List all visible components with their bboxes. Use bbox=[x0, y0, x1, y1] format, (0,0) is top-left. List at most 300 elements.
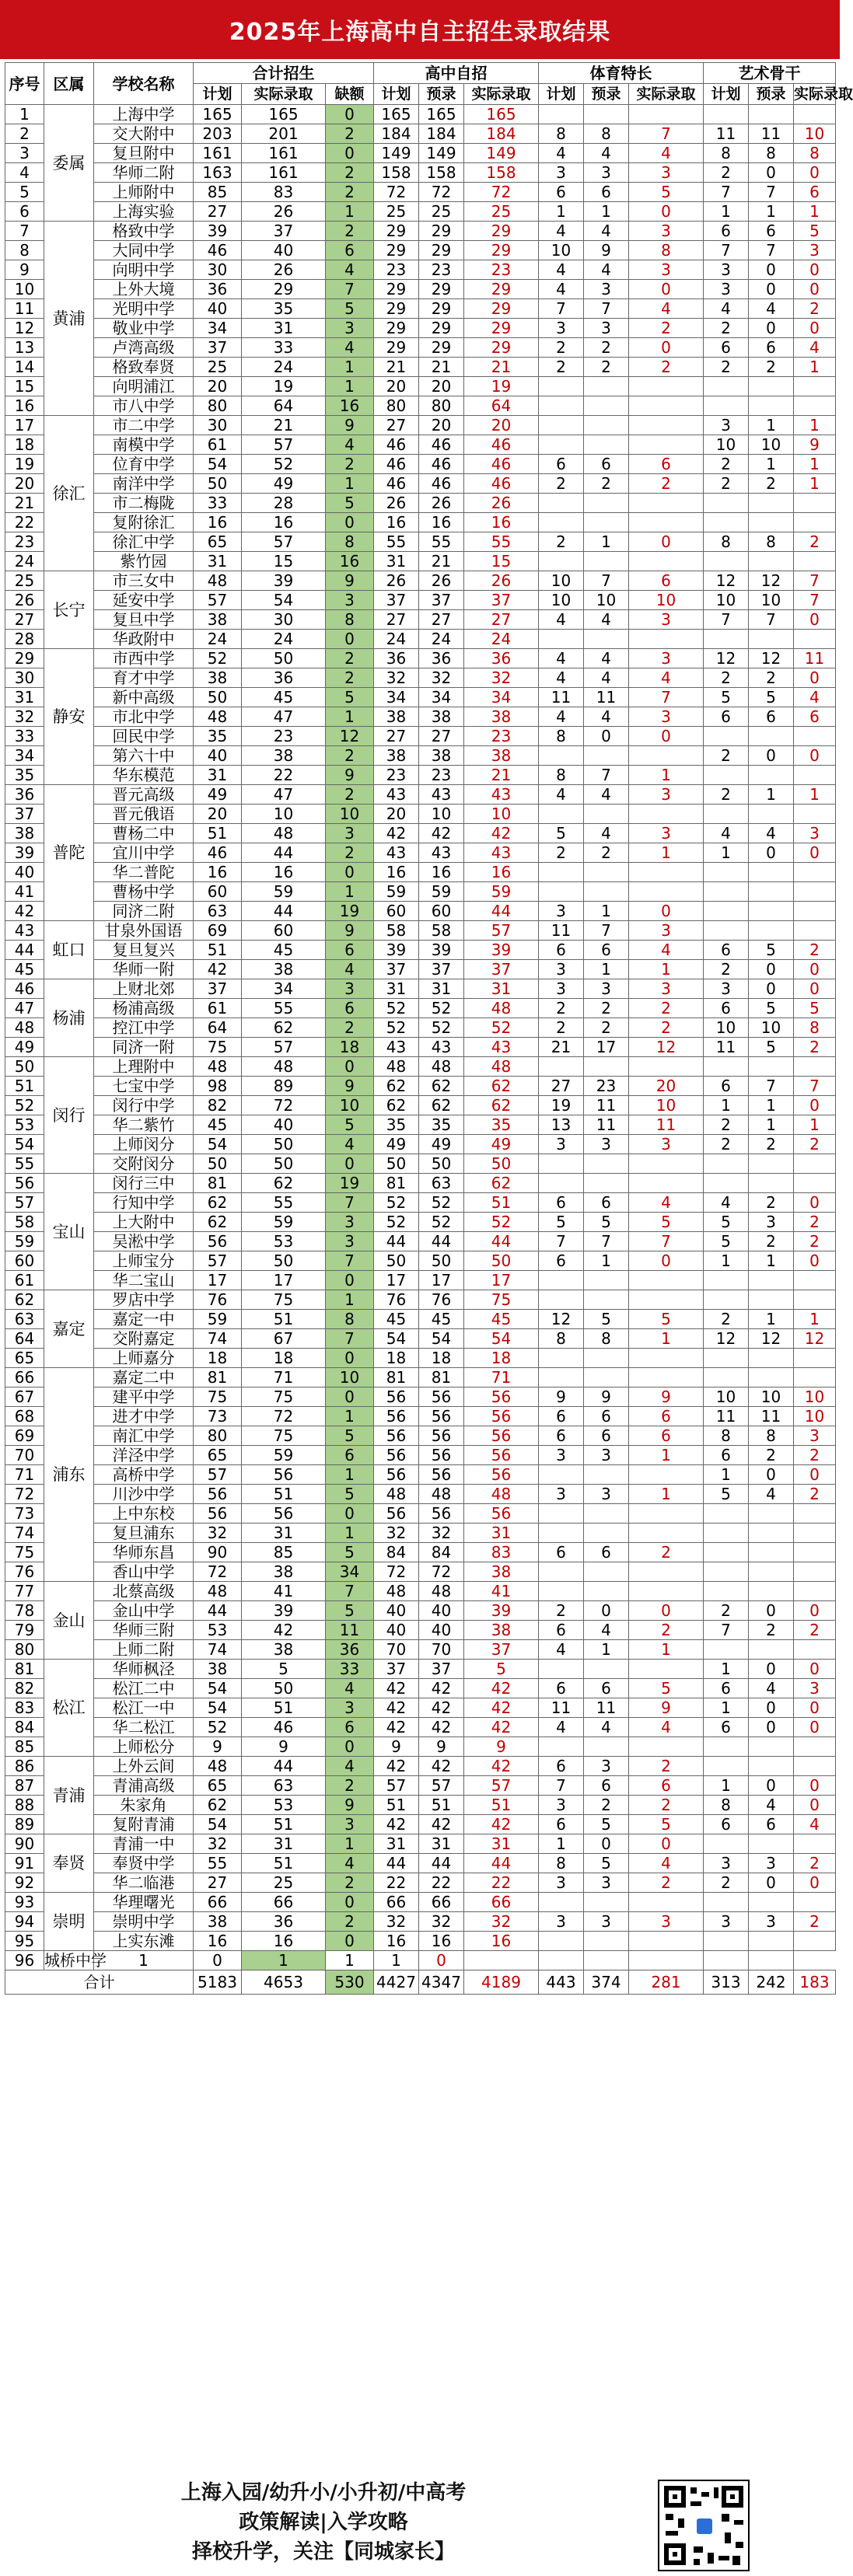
table-cell: 7 bbox=[584, 921, 629, 941]
table-cell: 0 bbox=[749, 960, 794, 979]
table-cell: 7 bbox=[794, 591, 836, 610]
school-name: 朱家角 bbox=[94, 1796, 194, 1815]
table-cell: 0 bbox=[794, 1796, 836, 1815]
table-cell bbox=[539, 105, 584, 124]
table-cell: 12 bbox=[704, 571, 749, 591]
table-cell bbox=[749, 552, 794, 571]
table-cell bbox=[749, 882, 794, 902]
table-cell: 165 bbox=[419, 105, 464, 124]
table-cell: 6 bbox=[584, 1426, 629, 1446]
total-cell: 443 bbox=[539, 1970, 584, 1995]
row-seq: 45 bbox=[5, 960, 44, 979]
school-name: 市北中学 bbox=[94, 707, 194, 727]
table-cell bbox=[629, 1562, 704, 1582]
table-cell: 49 bbox=[242, 474, 326, 494]
table-row bbox=[5, 319, 836, 338]
table-cell: 27 bbox=[539, 1077, 584, 1096]
table-cell: 1 bbox=[704, 1660, 749, 1679]
table-cell: 49 bbox=[419, 1135, 464, 1154]
table-cell: 2 bbox=[539, 532, 584, 552]
table-cell: 42 bbox=[374, 824, 419, 843]
table-cell: 2 bbox=[749, 668, 794, 688]
table-cell: 1 bbox=[242, 1951, 326, 1970]
qr-code-icon bbox=[658, 2480, 750, 2571]
table-cell: 7 bbox=[629, 124, 704, 144]
table-cell: 72 bbox=[419, 1562, 464, 1582]
table-cell: 8 bbox=[629, 241, 704, 260]
table-cell bbox=[794, 805, 836, 824]
table-cell: 50 bbox=[419, 1251, 464, 1271]
school-name: 上外云间 bbox=[94, 1757, 194, 1776]
table-cell: 13 bbox=[539, 1115, 584, 1135]
table-cell: 40 bbox=[242, 241, 326, 260]
table-cell: 33 bbox=[326, 1660, 374, 1679]
table-cell: 6 bbox=[539, 1407, 584, 1426]
table-cell: 0 bbox=[326, 513, 374, 532]
table-cell: 59 bbox=[374, 882, 419, 902]
table-cell: 27 bbox=[194, 1873, 242, 1893]
table-cell: 0 bbox=[629, 1834, 704, 1854]
table-cell: 42 bbox=[419, 1718, 464, 1737]
table-cell: 6 bbox=[704, 1718, 749, 1737]
header-self-pre: 预录 bbox=[419, 84, 464, 105]
table-cell: 0 bbox=[794, 1193, 836, 1213]
admission-table bbox=[5, 62, 853, 1995]
table-cell: 23 bbox=[419, 260, 464, 280]
table-cell: 7 bbox=[326, 280, 374, 299]
table-cell: 11 bbox=[629, 1115, 704, 1135]
table-cell: 32 bbox=[374, 668, 419, 688]
table-cell: 16 bbox=[242, 513, 326, 532]
table-cell: 2 bbox=[749, 1621, 794, 1640]
table-cell: 42 bbox=[419, 1679, 464, 1698]
table-cell: 1 bbox=[584, 1251, 629, 1271]
table-cell: 4 bbox=[584, 260, 629, 280]
table-cell: 11 bbox=[749, 124, 794, 144]
table-cell: 56 bbox=[419, 1465, 464, 1485]
table-cell: 0 bbox=[794, 280, 836, 299]
table-cell: 50 bbox=[242, 1251, 326, 1271]
table-cell: 2 bbox=[629, 1621, 704, 1640]
row-seq: 58 bbox=[5, 1213, 44, 1232]
table-cell: 27 bbox=[419, 727, 464, 746]
row-seq: 16 bbox=[5, 396, 44, 416]
table-row bbox=[5, 1640, 836, 1660]
table-cell: 71 bbox=[242, 1368, 326, 1387]
table-cell: 37 bbox=[374, 591, 419, 610]
table-cell: 6 bbox=[749, 338, 794, 358]
table-cell: 21 bbox=[374, 358, 419, 377]
row-seq: 1 bbox=[5, 105, 44, 124]
table-cell bbox=[584, 1271, 629, 1290]
table-cell: 27 bbox=[464, 610, 539, 630]
table-row bbox=[5, 1621, 836, 1640]
table-cell: 9 bbox=[584, 241, 629, 260]
table-cell: 1 bbox=[629, 1446, 704, 1465]
row-seq: 94 bbox=[5, 1912, 44, 1932]
table-cell: 2 bbox=[629, 358, 704, 377]
table-cell: 46 bbox=[374, 435, 419, 455]
table-cell: 9 bbox=[419, 1737, 464, 1757]
table-cell: 0 bbox=[794, 319, 836, 338]
table-cell: 4 bbox=[584, 649, 629, 668]
table-cell bbox=[584, 435, 629, 455]
table-cell: 6 bbox=[326, 1718, 374, 1737]
table-cell: 52 bbox=[374, 999, 419, 1018]
table-cell: 21 bbox=[419, 358, 464, 377]
table-cell bbox=[794, 1154, 836, 1174]
total-cell: 242 bbox=[749, 1970, 794, 1995]
table-cell: 2 bbox=[794, 1854, 836, 1873]
table-cell: 12 bbox=[539, 1310, 584, 1329]
table-cell bbox=[629, 513, 704, 532]
table-cell: 55 bbox=[374, 532, 419, 552]
table-cell: 0 bbox=[794, 1465, 836, 1485]
table-cell: 0 bbox=[419, 1951, 464, 1970]
table-cell: 65 bbox=[194, 1446, 242, 1465]
row-seq: 10 bbox=[5, 280, 44, 299]
table-cell: 34 bbox=[374, 688, 419, 707]
table-cell bbox=[629, 1349, 704, 1368]
school-name: 新中高级 bbox=[94, 688, 194, 707]
table-cell: 9 bbox=[326, 571, 374, 591]
table-row bbox=[5, 552, 836, 571]
table-cell: 26 bbox=[464, 494, 539, 513]
table-cell: 56 bbox=[464, 1465, 539, 1485]
table-cell: 11 bbox=[794, 649, 836, 668]
table-cell bbox=[704, 105, 749, 124]
table-cell: 16 bbox=[194, 863, 242, 882]
table-cell: 10 bbox=[794, 1407, 836, 1426]
table-cell: 10 bbox=[749, 435, 794, 455]
row-seq: 15 bbox=[5, 377, 44, 396]
table-cell bbox=[584, 377, 629, 396]
school-name: 南洋中学 bbox=[94, 474, 194, 494]
table-cell: 55 bbox=[242, 1193, 326, 1213]
school-name: 复旦复兴 bbox=[94, 941, 194, 960]
header-total-actual: 实际录取 bbox=[242, 84, 326, 105]
table-cell: 9 bbox=[242, 1737, 326, 1757]
table-cell: 2 bbox=[749, 1446, 794, 1465]
school-name: 华东模范 bbox=[94, 766, 194, 785]
table-cell: 4 bbox=[584, 824, 629, 843]
table-cell bbox=[539, 630, 584, 649]
table-cell: 63 bbox=[242, 1776, 326, 1796]
table-row bbox=[5, 163, 836, 183]
table-cell bbox=[539, 494, 584, 513]
row-seq: 2 bbox=[5, 124, 44, 144]
row-seq: 74 bbox=[5, 1524, 44, 1543]
table-cell bbox=[584, 1349, 629, 1368]
table-cell: 42 bbox=[242, 1621, 326, 1640]
table-cell: 59 bbox=[242, 1446, 326, 1465]
table-cell: 10 bbox=[704, 591, 749, 610]
school-name: 市二梅陇 bbox=[94, 494, 194, 513]
table-row bbox=[5, 280, 836, 299]
table-row bbox=[5, 1893, 836, 1912]
row-seq: 56 bbox=[5, 1174, 44, 1193]
table-row bbox=[5, 1251, 836, 1271]
table-cell bbox=[539, 1562, 584, 1582]
table-cell: 2 bbox=[629, 1018, 704, 1038]
table-cell: 5 bbox=[326, 688, 374, 707]
table-cell: 38 bbox=[242, 746, 326, 766]
table-cell: 70 bbox=[374, 1640, 419, 1660]
table-cell bbox=[704, 1951, 749, 1970]
table-cell: 1 bbox=[704, 202, 749, 222]
table-cell: 49 bbox=[194, 785, 242, 805]
table-cell: 1 bbox=[629, 843, 704, 863]
table-cell: 62 bbox=[242, 1018, 326, 1038]
district-cell: 崇明 bbox=[44, 1893, 94, 1951]
table-cell: 2 bbox=[584, 358, 629, 377]
table-cell: 0 bbox=[584, 1601, 629, 1621]
total-cell: 374 bbox=[584, 1970, 629, 1995]
table-cell bbox=[629, 1154, 704, 1174]
table-cell: 6 bbox=[704, 338, 749, 358]
table-cell bbox=[749, 1057, 794, 1077]
table-cell bbox=[584, 1174, 629, 1193]
table-cell: 5 bbox=[326, 1115, 374, 1135]
table-cell bbox=[794, 1174, 836, 1193]
header-group-sports: 体育特长 bbox=[539, 63, 704, 84]
table-cell: 2 bbox=[794, 1213, 836, 1232]
table-cell: 46 bbox=[194, 241, 242, 260]
table-cell: 11 bbox=[584, 1698, 629, 1718]
school-name: 上师松分 bbox=[94, 1737, 194, 1757]
table-cell bbox=[704, 1057, 749, 1077]
table-cell bbox=[584, 552, 629, 571]
table-row bbox=[5, 1077, 836, 1096]
table-cell: 72 bbox=[374, 183, 419, 202]
table-cell: 7 bbox=[704, 1621, 749, 1640]
row-seq: 77 bbox=[5, 1582, 44, 1601]
row-seq: 57 bbox=[5, 1193, 44, 1213]
table-cell: 26 bbox=[419, 494, 464, 513]
table-cell: 2 bbox=[704, 1135, 749, 1154]
school-name: 华二普陀 bbox=[94, 863, 194, 882]
footer-line-2: 政策解读|入学攻略 bbox=[239, 2511, 408, 2534]
table-cell: 17 bbox=[464, 1271, 539, 1290]
table-row bbox=[5, 1932, 836, 1951]
table-cell: 54 bbox=[194, 1698, 242, 1718]
table-cell: 2 bbox=[326, 1912, 374, 1932]
table-row bbox=[5, 455, 836, 474]
table-cell: 184 bbox=[464, 124, 539, 144]
table-cell: 10 bbox=[794, 1387, 836, 1407]
table-row bbox=[5, 183, 836, 202]
table-cell: 24 bbox=[419, 630, 464, 649]
table-cell: 25 bbox=[464, 202, 539, 222]
table-cell: 56 bbox=[242, 1504, 326, 1524]
table-cell: 18 bbox=[419, 1349, 464, 1368]
table-cell: 7 bbox=[704, 610, 749, 630]
table-cell: 55 bbox=[194, 1854, 242, 1873]
table-cell: 40 bbox=[419, 1601, 464, 1621]
table-cell: 59 bbox=[194, 1310, 242, 1329]
school-name: 金山中学 bbox=[94, 1601, 194, 1621]
table-cell bbox=[539, 805, 584, 824]
table-cell: 1 bbox=[326, 377, 374, 396]
table-cell: 16 bbox=[419, 1932, 464, 1951]
table-cell: 90 bbox=[194, 1543, 242, 1562]
table-cell: 40 bbox=[194, 746, 242, 766]
table-cell: 44 bbox=[194, 1601, 242, 1621]
table-cell: 35 bbox=[242, 299, 326, 319]
table-cell bbox=[794, 1271, 836, 1290]
table-cell: 21 bbox=[419, 552, 464, 571]
table-cell: 50 bbox=[419, 1154, 464, 1174]
table-cell: 1 bbox=[326, 1951, 374, 1970]
table-cell: 31 bbox=[374, 552, 419, 571]
table-row bbox=[5, 338, 836, 358]
row-seq: 63 bbox=[5, 1310, 44, 1329]
table-cell: 2 bbox=[326, 1776, 374, 1796]
table-cell: 29 bbox=[374, 299, 419, 319]
row-seq: 92 bbox=[5, 1873, 44, 1893]
table-cell: 16 bbox=[194, 513, 242, 532]
table-cell: 2 bbox=[326, 1873, 374, 1893]
table-cell: 72 bbox=[242, 1407, 326, 1426]
table-cell: 55 bbox=[242, 999, 326, 1018]
table-cell: 75 bbox=[194, 1038, 242, 1057]
table-cell: 36 bbox=[374, 649, 419, 668]
table-cell: 76 bbox=[374, 1290, 419, 1310]
table-cell: 6 bbox=[749, 222, 794, 241]
table-cell: 25 bbox=[242, 1873, 326, 1893]
table-row bbox=[5, 1485, 836, 1504]
table-cell: 31 bbox=[374, 979, 419, 999]
table-cell: 48 bbox=[374, 1057, 419, 1077]
table-cell bbox=[704, 396, 749, 416]
table-row bbox=[5, 707, 836, 727]
table-cell: 48 bbox=[374, 1582, 419, 1601]
table-cell: 1 bbox=[794, 416, 836, 435]
school-name: 徐汇中学 bbox=[94, 532, 194, 552]
table-cell bbox=[539, 1290, 584, 1310]
row-seq: 43 bbox=[5, 921, 44, 941]
table-cell: 201 bbox=[242, 124, 326, 144]
table-row bbox=[5, 1776, 836, 1796]
table-cell: 1 bbox=[794, 358, 836, 377]
table-row bbox=[5, 1426, 836, 1446]
table-row bbox=[5, 377, 836, 396]
table-cell: 0 bbox=[629, 202, 704, 222]
table-cell: 7 bbox=[749, 1077, 794, 1096]
district-cell: 委属 bbox=[44, 105, 94, 222]
table-cell: 56 bbox=[464, 1504, 539, 1524]
table-cell: 0 bbox=[749, 319, 794, 338]
table-cell: 3 bbox=[326, 1815, 374, 1834]
table-row bbox=[5, 688, 836, 707]
admission-table-wrapper bbox=[5, 62, 853, 1995]
table-cell: 56 bbox=[194, 1232, 242, 1251]
table-cell: 0 bbox=[749, 163, 794, 183]
table-cell: 7 bbox=[704, 183, 749, 202]
table-cell: 11 bbox=[539, 921, 584, 941]
table-cell: 4 bbox=[629, 1854, 704, 1873]
table-cell: 7 bbox=[794, 1077, 836, 1096]
table-cell: 4 bbox=[749, 1796, 794, 1815]
table-cell: 2 bbox=[749, 1135, 794, 1154]
table-cell: 3 bbox=[794, 1426, 836, 1446]
table-cell: 3 bbox=[704, 260, 749, 280]
table-cell: 50 bbox=[374, 1154, 419, 1174]
table-cell bbox=[794, 1932, 836, 1951]
table-cell: 163 bbox=[194, 163, 242, 183]
table-cell: 3 bbox=[326, 979, 374, 999]
table-cell: 4 bbox=[539, 668, 584, 688]
table-cell: 161 bbox=[242, 163, 326, 183]
table-cell: 29 bbox=[374, 280, 419, 299]
row-seq: 11 bbox=[5, 299, 44, 319]
table-cell: 52 bbox=[419, 1193, 464, 1213]
table-cell: 15 bbox=[242, 552, 326, 571]
table-cell: 3 bbox=[584, 163, 629, 183]
table-cell: 49 bbox=[374, 1135, 419, 1154]
table-cell: 57 bbox=[242, 1038, 326, 1057]
school-name: 上师二附 bbox=[94, 1640, 194, 1660]
table-cell bbox=[629, 882, 704, 902]
table-cell: 84 bbox=[374, 1543, 419, 1562]
table-cell bbox=[584, 1562, 629, 1582]
row-seq: 69 bbox=[5, 1426, 44, 1446]
table-cell: 60 bbox=[242, 921, 326, 941]
table-cell: 76 bbox=[419, 1290, 464, 1310]
district-cell: 浦东 bbox=[44, 1368, 94, 1582]
table-cell: 0 bbox=[794, 668, 836, 688]
table-cell bbox=[704, 1737, 749, 1757]
table-row bbox=[5, 222, 836, 241]
table-cell: 38 bbox=[464, 1621, 539, 1640]
table-cell bbox=[794, 1757, 836, 1776]
table-cell: 22 bbox=[374, 1873, 419, 1893]
table-cell: 6 bbox=[539, 1543, 584, 1562]
school-name: 华二临港 bbox=[94, 1873, 194, 1893]
table-cell: 29 bbox=[464, 280, 539, 299]
table-cell: 48 bbox=[464, 1485, 539, 1504]
table-row bbox=[5, 396, 836, 416]
table-cell: 42 bbox=[374, 1698, 419, 1718]
table-cell bbox=[794, 1543, 836, 1562]
table-cell: 31 bbox=[464, 979, 539, 999]
table-cell: 18 bbox=[242, 1349, 326, 1368]
table-row bbox=[5, 105, 836, 124]
table-cell bbox=[749, 1640, 794, 1660]
table-cell: 38 bbox=[419, 746, 464, 766]
table-cell: 4 bbox=[326, 1757, 374, 1776]
table-cell: 2 bbox=[539, 843, 584, 863]
table-cell bbox=[704, 1154, 749, 1174]
table-cell: 54 bbox=[374, 1329, 419, 1349]
table-cell bbox=[704, 1349, 749, 1368]
total-label: 合计 bbox=[5, 1970, 194, 1995]
table-cell: 3 bbox=[539, 1912, 584, 1932]
table-cell bbox=[704, 902, 749, 921]
table-cell: 3 bbox=[584, 319, 629, 338]
table-cell: 75 bbox=[242, 1387, 326, 1407]
table-row bbox=[5, 1757, 836, 1776]
table-cell: 8 bbox=[539, 1854, 584, 1873]
table-cell: 32 bbox=[419, 668, 464, 688]
table-cell: 24 bbox=[374, 630, 419, 649]
table-cell: 0 bbox=[629, 338, 704, 358]
table-cell: 4 bbox=[539, 785, 584, 805]
row-seq: 31 bbox=[5, 688, 44, 707]
table-cell: 0 bbox=[794, 1873, 836, 1893]
table-cell: 3 bbox=[539, 1873, 584, 1893]
table-cell: 2 bbox=[794, 1912, 836, 1932]
